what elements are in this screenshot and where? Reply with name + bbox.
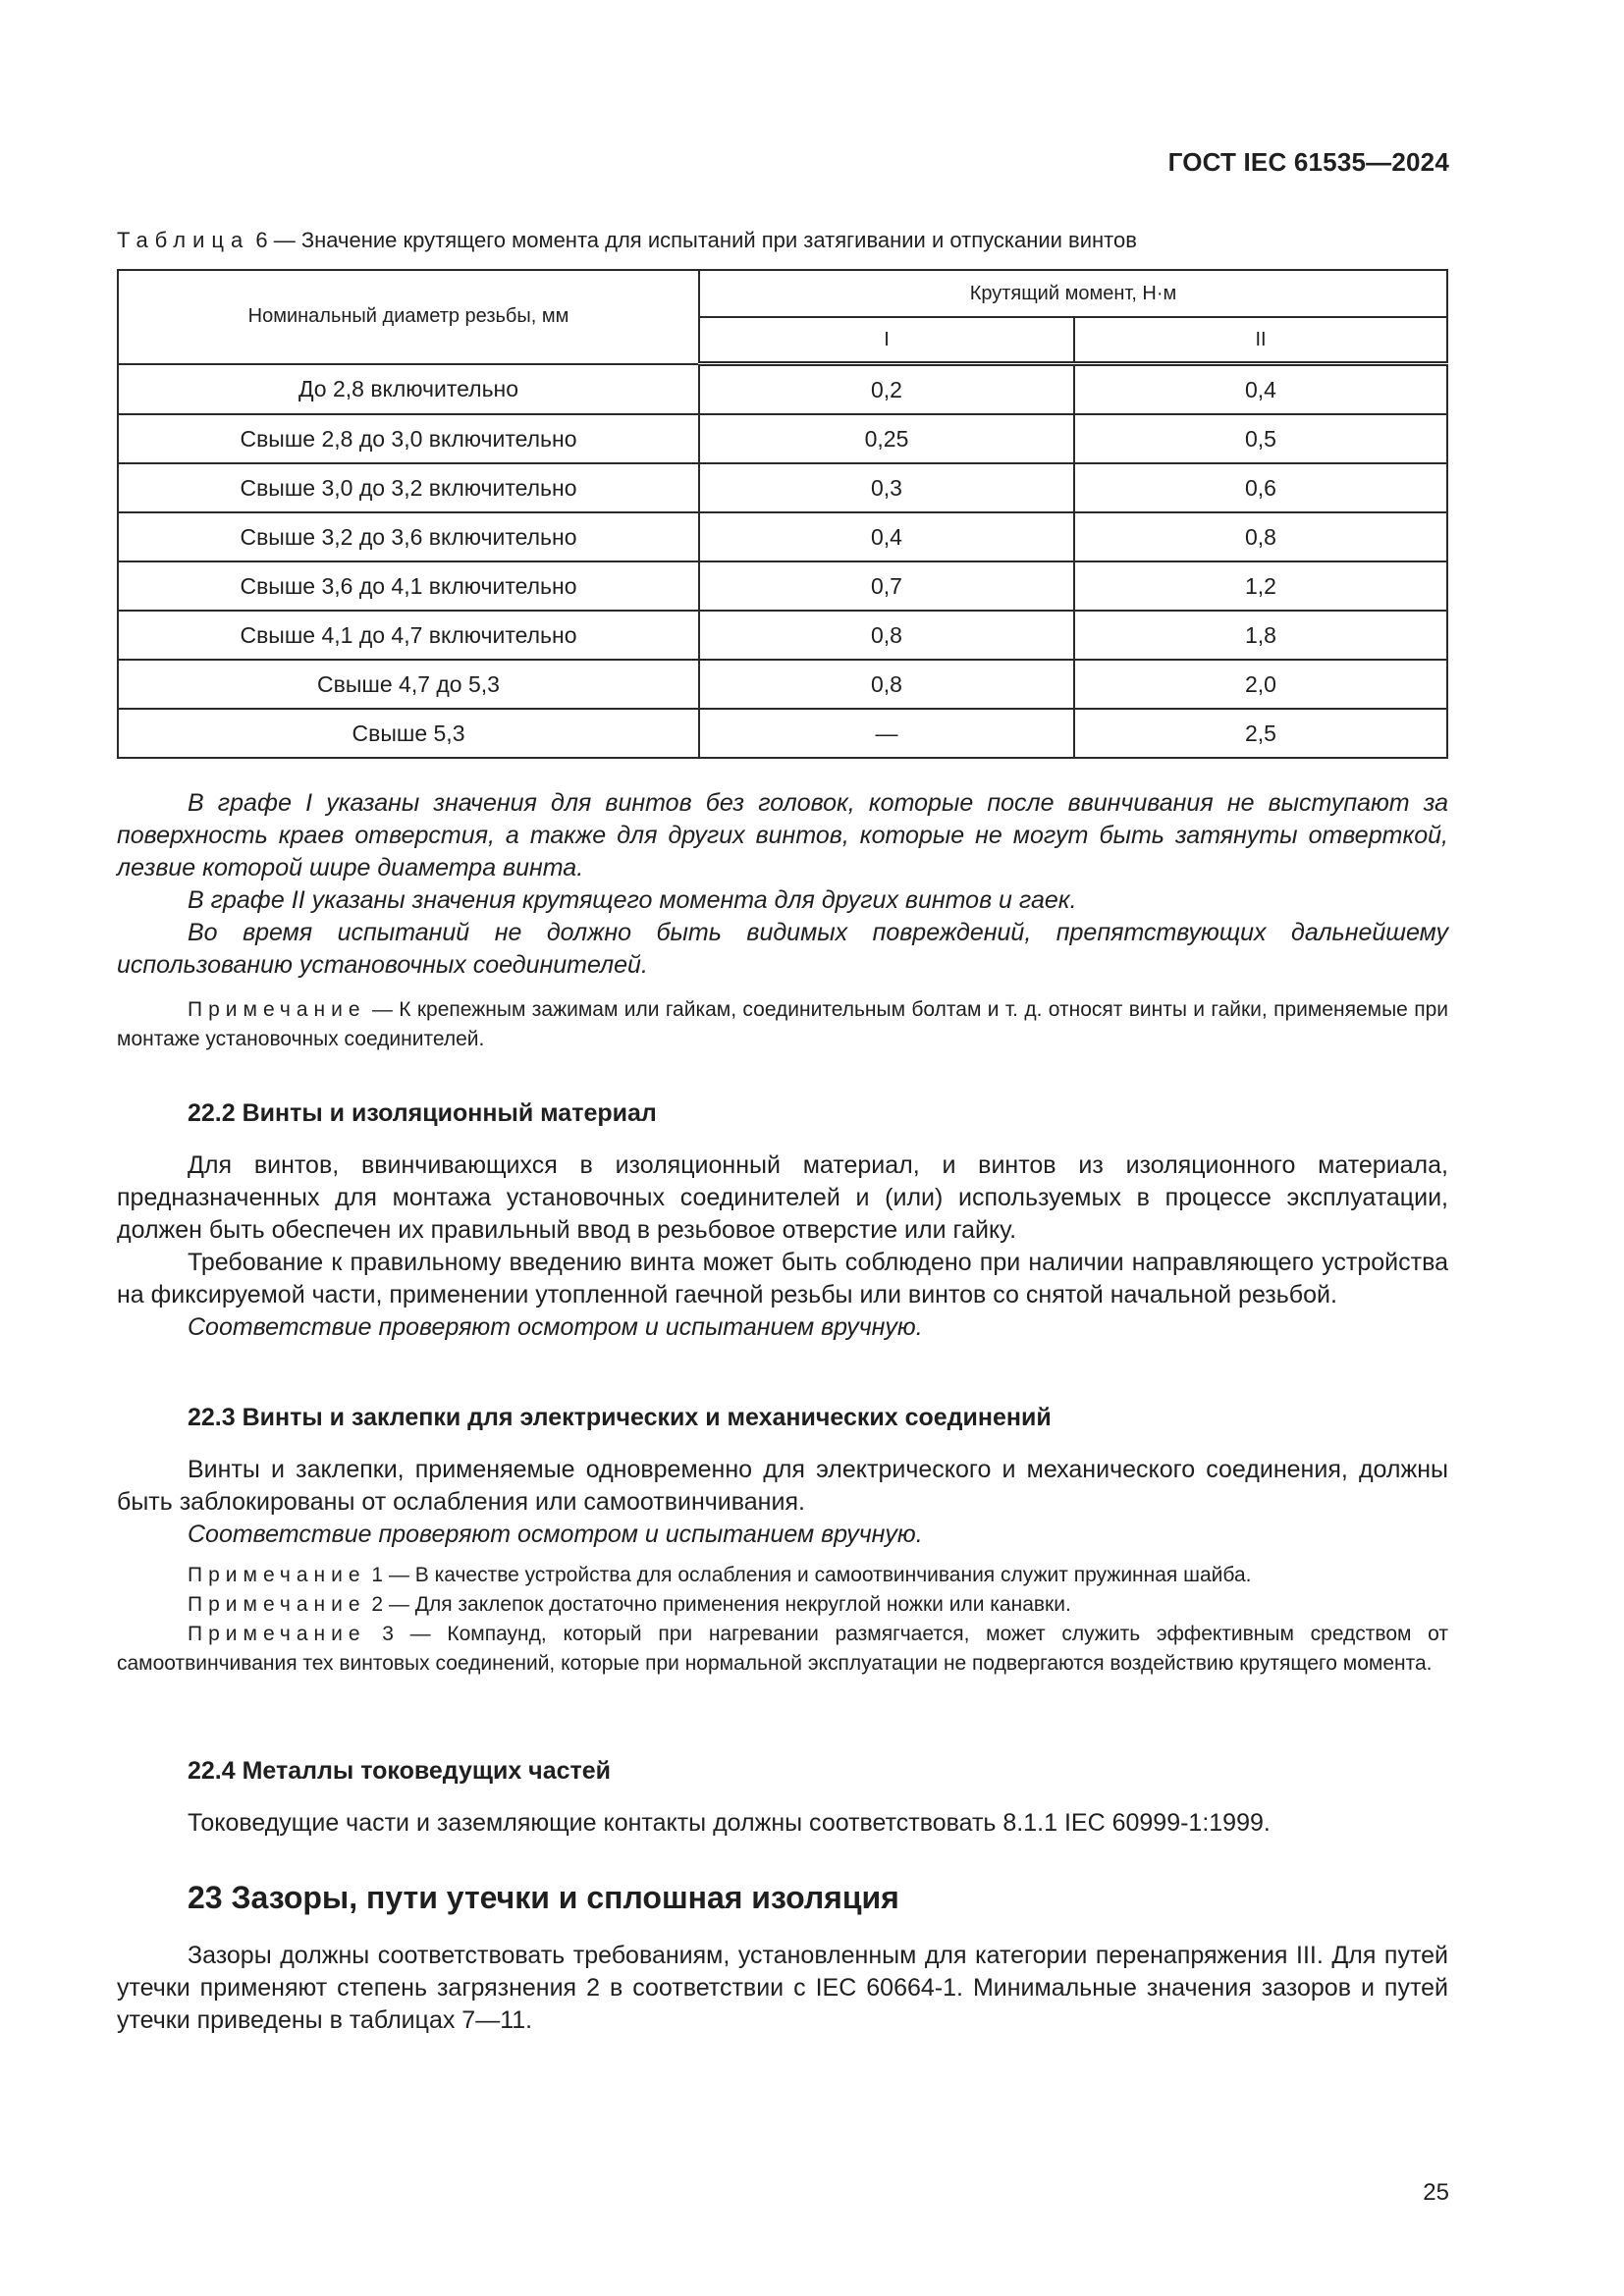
table-row: [118, 611, 1447, 660]
torque-table: [117, 269, 1448, 759]
note-text: 1 — В качестве устройства для ослабления и самоотвинчивания служит пружинная шайба.: [365, 1564, 1252, 1586]
paragraph: В графе II указаны значения крутящего момента для других винтов и гаек.: [188, 886, 1077, 914]
table-row: [118, 414, 1447, 463]
cell-torque-i: 0,7: [699, 561, 1074, 611]
cell-torque-i: —: [699, 709, 1074, 758]
table-row: [118, 561, 1447, 611]
section-22-4: [117, 1757, 1448, 1840]
note-text: 3 — Компаунд, который при нагревании размягчается, может служить эффективным средством от самоотвинчивания тех винтовых соединений, которые при нормальной эксплуатации не подвергаются воздействию крутящего момента.: [117, 1623, 1448, 1675]
cell-torque-ii: 2,0: [1074, 660, 1447, 709]
paragraph: Для винтов, ввинчивающихся в изоляционный материал, и винтов из изоляционного материала, предназначенных для монтажа установочных соединителей и (или) используемых в процессе эксплуатации, должен быть обеспечен их правильный ввод в резьбовое отверстие или гайку.: [117, 1151, 1448, 1244]
table-caption-text: 6 — Значение крутящего момента для испытаний при затягивании и отпускании винтов: [249, 228, 1137, 252]
note-label: Примечание: [188, 1623, 366, 1645]
cell-torque-i: 0,25: [699, 414, 1074, 463]
cell-torque-i: 0,8: [699, 611, 1074, 660]
page-number: 25: [1423, 2179, 1449, 2206]
cell-torque-ii: 0,4: [1074, 364, 1447, 415]
cell-diameter: Свыше 3,0 до 3,2 включительно: [118, 463, 699, 512]
section-22-3: [117, 1404, 1448, 1679]
table-row: [118, 709, 1447, 758]
note-text: — К крепежным зажимам или гайкам, соединительным болтам и т. д. относят винты и гайки, применяемые при монтаже установочных соединителей.: [117, 998, 1448, 1050]
header-column-i: I: [699, 317, 1074, 364]
note: [117, 995, 1448, 1054]
cell-diameter: Свыше 4,1 до 4,7 включительно: [118, 611, 699, 660]
section-22-2: [117, 1099, 1448, 1344]
header-column-ii: II: [1074, 317, 1447, 364]
paragraph: Токоведущие части и заземляющие контакты должны соответствовать 8.1.1 IEC 60999-1:1999.: [188, 1809, 1271, 1837]
cell-torque-ii: 1,2: [1074, 561, 1447, 611]
cell-torque-i: 0,4: [699, 512, 1074, 561]
table-notes: [117, 787, 1448, 1054]
table-caption-word: Таблица: [117, 228, 250, 252]
paragraph: Требование к правильному введению винта может быть соблюдено при наличии направляющего устройства на фиксируемой части, применении утопленной гаечной резьбы или винтов со снятой начальной резьбой.: [117, 1249, 1448, 1308]
cell-diameter: Свыше 3,6 до 4,1 включительно: [118, 561, 699, 611]
cell-torque-i: 0,8: [699, 660, 1074, 709]
note: [117, 1620, 1448, 1679]
section-heading: 23 Зазоры, пути утечки и сплошная изоляция: [188, 1880, 899, 1915]
table-row: [118, 364, 1447, 415]
note-label: Примечание: [188, 1564, 366, 1586]
cell-diameter: Свыше 5,3: [118, 709, 699, 758]
note: [117, 1561, 1448, 1590]
section-heading: 22.3 Винты и заклепки для электрических и механических соединений: [188, 1404, 1052, 1431]
cell-torque-ii: 0,8: [1074, 512, 1447, 561]
table-row: [118, 660, 1447, 709]
section-heading: 22.2 Винты и изоляционный материал: [188, 1099, 657, 1127]
note-label: Примечание: [188, 1593, 366, 1616]
table-row: [118, 463, 1447, 512]
cell-diameter: Свыше 2,8 до 3,0 включительно: [118, 414, 699, 463]
note: [117, 1590, 1448, 1620]
paragraph: Винты и заклепки, применяемые одновременно для электрического и механического соединения, должны быть заблокированы от ослабления или самоотвинчивания.: [117, 1456, 1448, 1516]
paragraph: Зазоры должны соответствовать требованиям, установленным для категории перенапряжения III. Для путей утечки применяют степень загрязнения 2 в соответствии с IEC 60664-1. Минимальные значения зазоров и путей утечки приведены в таблицах 7—11.: [117, 1942, 1448, 2034]
cell-diameter: До 2,8 включительно: [118, 364, 699, 415]
cell-torque-i: 0,3: [699, 463, 1074, 512]
paragraph: Соответствие проверяют осмотром и испытанием вручную.: [188, 1313, 923, 1341]
header-torque: Крутящий момент, Н·м: [699, 270, 1447, 317]
cell-diameter: Свыше 4,7 до 5,3: [118, 660, 699, 709]
cell-torque-ii: 1,8: [1074, 611, 1447, 660]
table-row: [118, 512, 1447, 561]
paragraph: В графе I указаны значения для винтов без головок, которые после ввинчивания не выступают за поверхность краев отверстия, а также для других винтов, которые не могут быть затянуты отверткой, лезвие которой шире диаметра винта.: [117, 789, 1448, 881]
cell-torque-i: 0,2: [699, 364, 1074, 415]
section-23: [117, 1880, 1448, 2037]
section-heading: 22.4 Металлы токоведущих частей: [188, 1757, 612, 1785]
document-identifier: ГОСТ IEC 61535—2024: [1167, 147, 1449, 177]
paragraph: Соответствие проверяют осмотром и испытанием вручную.: [188, 1521, 923, 1548]
paragraph: Во время испытаний не должно быть видимых повреждений, препятствующих дальнейшему использованию установочных соединителей.: [117, 919, 1448, 979]
cell-torque-ii: 0,6: [1074, 463, 1447, 512]
note-text: 2 — Для заклепок достаточно применения некруглой ножки или канавки.: [365, 1593, 1071, 1616]
note-label: Примечание: [188, 998, 366, 1021]
cell-torque-ii: 0,5: [1074, 414, 1447, 463]
table-caption: [117, 228, 1137, 253]
cell-torque-ii: 2,5: [1074, 709, 1447, 758]
cell-diameter: Свыше 3,2 до 3,6 включительно: [118, 512, 699, 561]
header-nominal-diameter: Номинальный диаметр резьбы, мм: [118, 270, 699, 364]
